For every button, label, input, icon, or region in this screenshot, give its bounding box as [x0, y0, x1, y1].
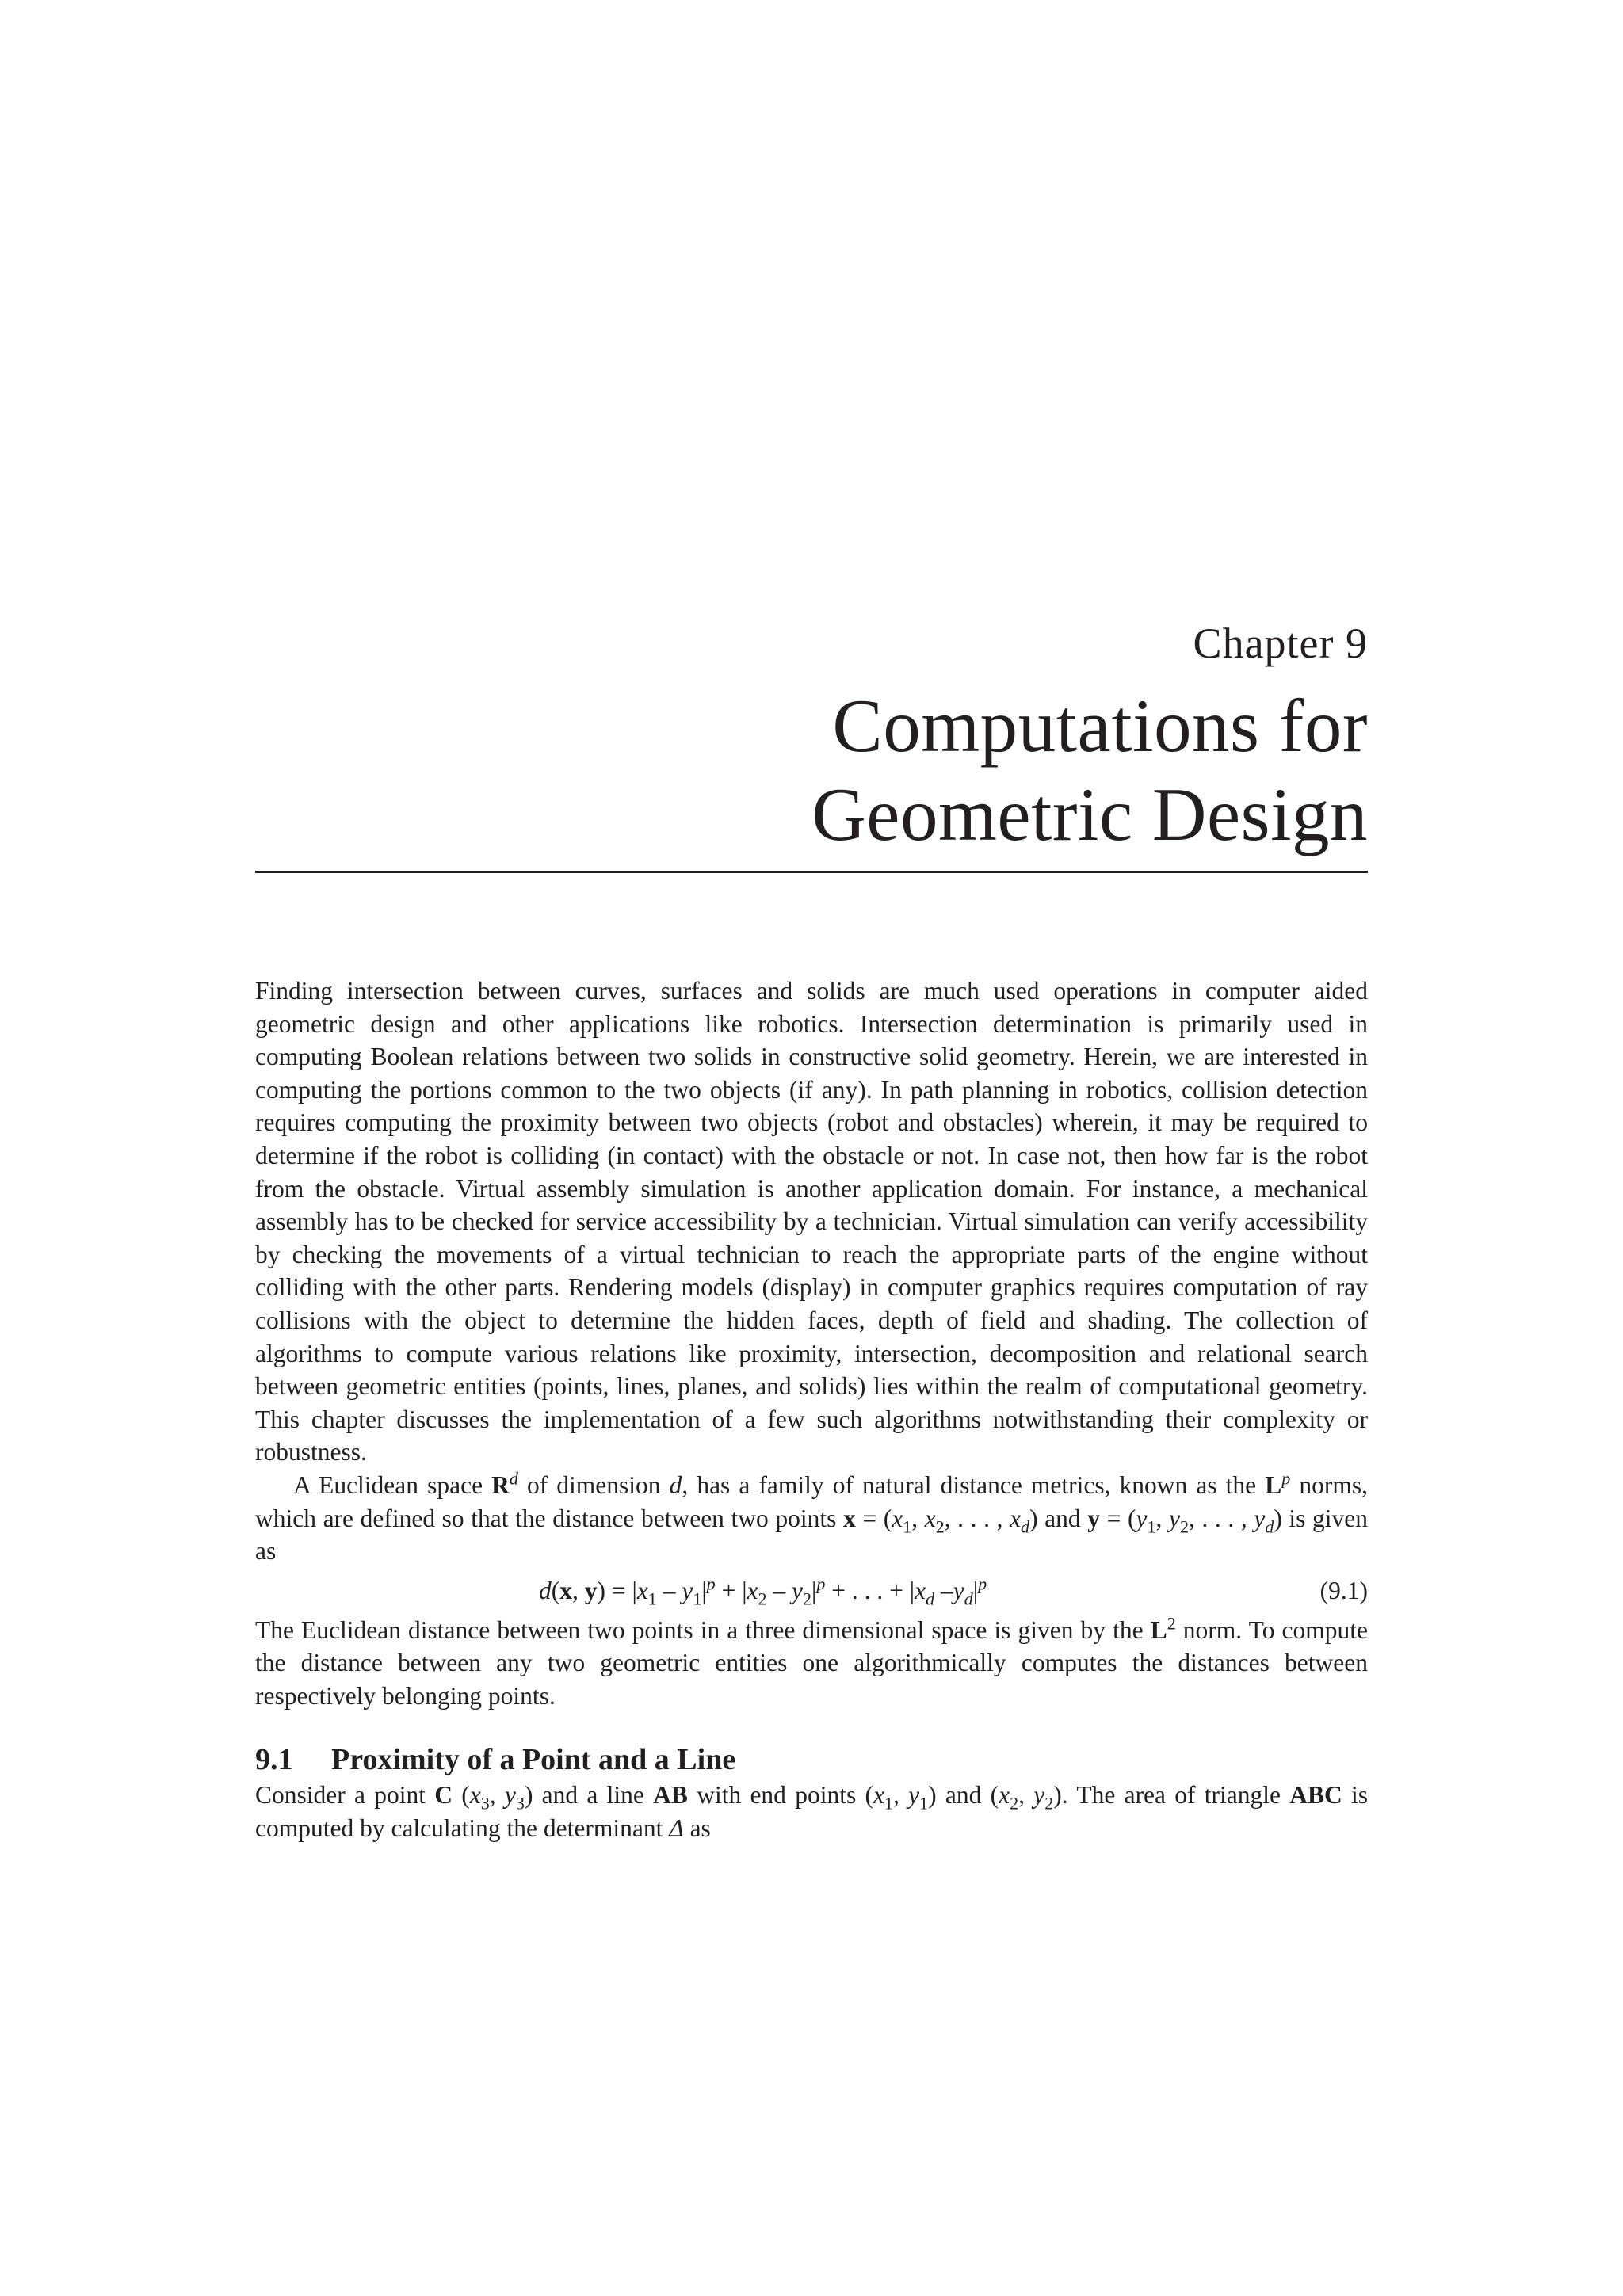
chapter-title-line-2: Geometric Design	[812, 772, 1368, 856]
section-title: Proximity of a Point and a Line	[331, 1743, 736, 1777]
equation-9-1	[255, 1568, 1368, 1614]
chapter-title	[255, 681, 1368, 859]
chapter-title-rule	[255, 871, 1368, 873]
equation-number: (9.1)	[1319, 1576, 1368, 1604]
chapter-body	[255, 974, 1368, 1845]
euclidean-distance-paragraph: The Euclidean distance between two points in a three dimensional space is given by the $L^2$ norm. To compute the distance between any two geometric entities one algorithmically computes the distances between respectively belonging points.	[255, 1613, 1368, 1710]
euclidean-paragraph: A Euclidean space $R^d$ of dimension d, has a family of natural distance metrics, known as the $L^p$ norms, which are defined so that the distance between two points $x = (x_1$, $x_2$, . . . , $x_d$) and $y = (y_1$, $y_2$, . . . , $y_d$) is given as	[255, 1468, 1369, 1566]
chapter-title-line-1: Computations for	[832, 684, 1368, 768]
section-number: 9.1	[255, 1743, 293, 1777]
section-heading	[255, 1741, 1368, 1779]
equation-body: d(x, $y) = |x_1 - y_1|^p + |x_2 - y_2|^p$ + . . . + $|x_d$ $-y_d|^p$	[539, 1573, 987, 1608]
section-paragraph: Consider a point C ($x_3$, $y_3$) and a line AB with end points ($x_1$, $y_1$) and ($x_2$, $y_2$). The area of triangle ABC is computed by calculating the determinant Δ as	[255, 1781, 1369, 1843]
intro-paragraph: Finding intersection between curves, surfaces and solids are much used operations in computer aided geometric design and other applications like robotics. Intersection determination is primarily used in computing Boolean relations between two solids in constructive solid geometry. Herein, we are interested in computing the portions common to the two objects (if any). In path planning in robotics, collision detection requires computing the proximity between two objects (robot and obstacles) wherein, it may be required to determine if the robot is colliding (in contact) with the obstacle or not. In case not, then how far is the robot from the obstacle. Virtual assembly simulation is another application domain. For instance, a mechanical assembly has to be checked for service accessibility by a technician. Virtual simulation can verify accessibility by checking the movements of a virtual technician to reach the appropriate parts of the engine without colliding with the other parts. Rendering models (display) in computer graphics requires computation of ray collisions with the object to determine the hidden faces, depth of field and shading. The collection of algorithms to compute various relations like proximity, intersection, decomposition and relational search between geometric entities (points, lines, planes, and solids) lies within the realm of computational geometry. This chapter discusses the implementation of a few such algorithms notwithstanding their complexity or robustness.	[255, 977, 1368, 1466]
chapter-header	[255, 618, 1368, 859]
chapter-label: Chapter 9	[1193, 620, 1368, 667]
